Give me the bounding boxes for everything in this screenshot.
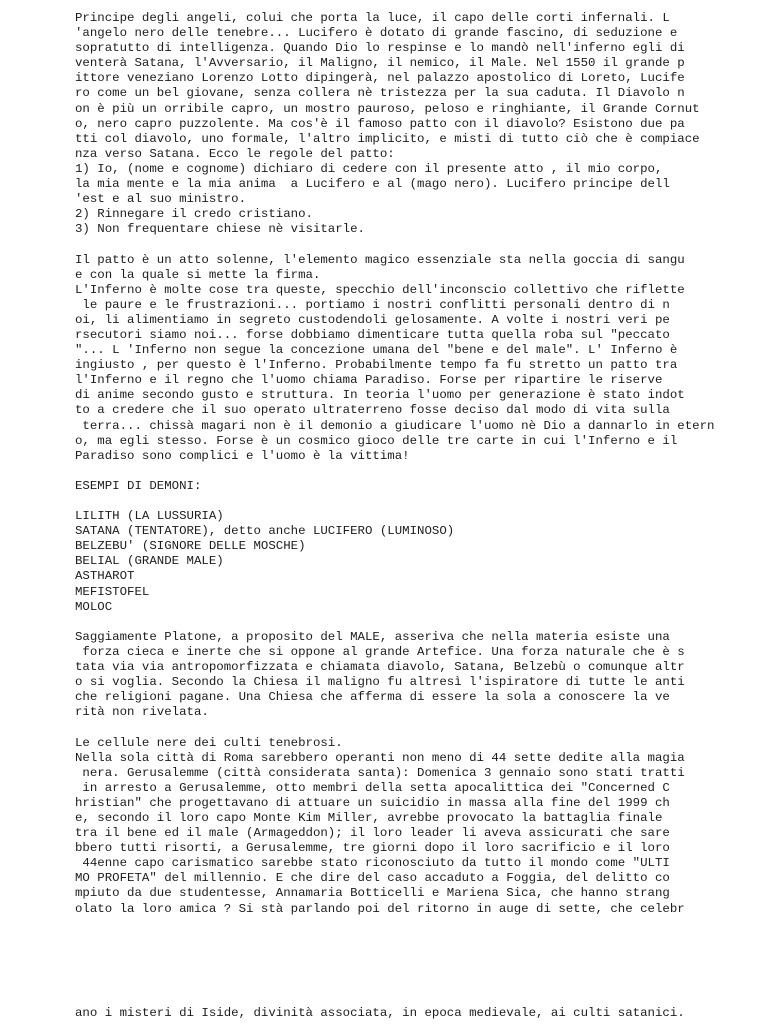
- text-line: 44enne capo carismatico sarebbe stato riconosciuto da tutto il mondo come "ULTI: [75, 856, 670, 871]
- text-line: sopratutto di intelligenza. Quando Dio lo respinse e lo mandò nell'inferno egli di: [75, 41, 685, 56]
- text-line: ittore veneziano Lorenzo Lotto dipingerà, nel palazzo apostolico di Loreto, Lucife: [75, 71, 685, 86]
- text-line: Nella sola città di Roma sarebbero operanti non meno di 44 sette dedite alla magia: [75, 750, 685, 765]
- text-line: 'est e al suo ministro.: [75, 192, 247, 207]
- blank-line: [75, 720, 768, 735]
- text-line: SATANA (TENTATORE), detto anche LUCIFERO (LUMINOSO): [75, 524, 455, 539]
- text-line: o si voglia. Secondo la Chiesa il maligno fu altresì l'ispiratore di tutte le anti: [75, 675, 685, 690]
- text-line: forza cieca e inerte che si oppone al grande Artefice. Una forza naturale che è s: [75, 644, 685, 659]
- text-line: 3) Non frequentare chiese nè visitarle.: [75, 222, 365, 237]
- text-line: l'Inferno e il regno che l'uomo chiama Paradiso. Forse per ripartire le riserve: [75, 373, 663, 388]
- text-line: Il patto è un atto solenne, l'elemento magico essenziale sta nella goccia di sangu: [75, 252, 685, 267]
- text-line: tti col diavolo, uno formale, l'altro implicito, e misti di tutto ciò che è compiace: [75, 131, 700, 146]
- blank-line: [75, 237, 768, 252]
- text-line: 2) Rinnegare il credo cristiano.: [75, 207, 313, 222]
- text-line: o, ma egli stesso. Forse è un cosmico gioco delle tre carte in cui l'Inferno e il: [75, 433, 678, 448]
- text-line: nza verso Satana. Ecco le regole del patto:: [75, 146, 395, 161]
- text-line: on è più un orribile capro, un mostro pauroso, peloso e ringhiante, il Grande Cornut: [75, 101, 700, 116]
- text-line: terra... chissà magari non è il demonio a giudicare l'uomo nè Dio a dannarlo in etern: [75, 418, 715, 433]
- trailing-text-line: ano i misteri di Iside, divinità associata, in epoca medievale, ai culti satanici.: [75, 1006, 685, 1020]
- blank-line: [75, 615, 768, 630]
- text-line: Principe degli angeli, colui che porta la luce, il capo delle corti infernali. L: [75, 11, 670, 25]
- text-line: rsecutori siamo noi... forse dobbiamo dimenticare tutta quella roba sul "peccato: [75, 327, 670, 342]
- text-line: rità non rivelata.: [75, 705, 209, 720]
- text-line: e con la quale si mette la firma.: [75, 267, 321, 282]
- text-line: tata via via antropomorfizzata e chiamata diavolo, Satana, Belzebù o comunque altr: [75, 660, 685, 675]
- text-line: MEFISTOFEL: [75, 584, 150, 599]
- text-line: ESEMPI DI DEMONI:: [75, 478, 202, 493]
- text-line: "... L 'Inferno non segue la concezione umana del "bene e del male". L' Inferno è: [75, 343, 678, 358]
- text-line: e, secondo il loro capo Monte Kim Miller, avrebbe provocato la battaglia finale: [75, 810, 663, 825]
- text-line: Saggiamente Platone, a proposito del MALE, asseriva che nella materia esiste una: [75, 629, 670, 644]
- text-line: mpiuto da due studentesse, Annamaria Botticelli e Mariena Sica, che hanno strang: [75, 886, 670, 901]
- text-line: o, nero capro puzzolente. Ma cos'è il famoso patto con il diavolo? Esistono due pa: [75, 116, 685, 131]
- text-line: ASTHAROT: [75, 569, 135, 584]
- text-line: BELZEBU' (SIGNORE DELLE MOSCHE): [75, 539, 306, 554]
- text-line: olato la loro amica ? Si stà parlando poi del ritorno in auge di sette, che celebr: [75, 901, 685, 916]
- text-line: venterà Satana, l'Avversario, il Maligno, il nemico, il Male. Nel 1550 il grande p: [75, 56, 685, 71]
- text-line: to a credere che il suo operato ultraterreno fosse deciso dal modo di vita sulla: [75, 403, 670, 418]
- text-line: la mia mente e la mia anima a Lucifero e al (mago nero). Lucifero principe dell: [75, 177, 670, 192]
- text-line: le paure e le frustrazioni... portiamo i nostri conflitti personali dentro di n: [75, 297, 670, 312]
- blank-line: [75, 464, 768, 479]
- text-line: ingiusto , per questo è l'Inferno. Probabilmente tempo fa fu stretto un patto tra: [75, 358, 678, 373]
- text-line: BELIAL (GRANDE MALE): [75, 554, 224, 569]
- text-line: Paradiso sono complici e l'uomo è la vittima!: [75, 448, 410, 463]
- text-line: tra il bene ed il male (Armageddon); il loro leader li aveva assicurati che sare: [75, 826, 670, 841]
- text-line: MOLOC: [75, 599, 113, 614]
- text-line: hristian" che progettavano di attuare un suicidio in massa alla fine del 1999 ch: [75, 795, 670, 810]
- text-line: di anime secondo gusto e struttura. In teoria l'uomo per generazione è stato indot: [75, 388, 685, 403]
- text-line: LILITH (LA LUSSURIA): [75, 509, 224, 524]
- text-line: 'angelo nero delle tenebre... Lucifero è dotato di grande fascino, di seduzione e: [75, 26, 678, 41]
- blank-line: [75, 494, 768, 509]
- text-line: in arresto a Gerusalemme, otto membri della setta apocalittica dei "Concerned C: [75, 780, 670, 795]
- text-line: oi, li alimentiamo in segreto custodendoli gelosamente. A volte i nostri veri pe: [75, 312, 670, 327]
- text-line: che religioni pagane. Una Chiesa che afferma di essere la sola a conoscere la ve: [75, 690, 670, 705]
- text-line: ro come un bel giovane, senza collera nè tristezza per la sua caduta. Il Diavolo n: [75, 86, 685, 101]
- text-line: MO PROFETA" del millennio. E che dire del caso accaduto a Foggia, del delitto co: [75, 871, 670, 886]
- text-line: bbero tutti risorti, a Gerusalemme, tre giorni dopo il loro sacrificio e il loro: [75, 841, 670, 856]
- text-line: Le cellule nere dei culti tenebrosi.: [75, 735, 343, 750]
- text-line: nera. Gerusalemme (città considerata santa): Domenica 3 gennaio sono stati tratti: [75, 765, 685, 780]
- text-line: 1) Io, (nome e cognome) dichiaro di cedere con il presente atto , il mio corpo,: [75, 161, 663, 176]
- text-line: L'Inferno è molte cose tra queste, specchio dell'inconscio collettivo che riflette: [75, 282, 685, 297]
